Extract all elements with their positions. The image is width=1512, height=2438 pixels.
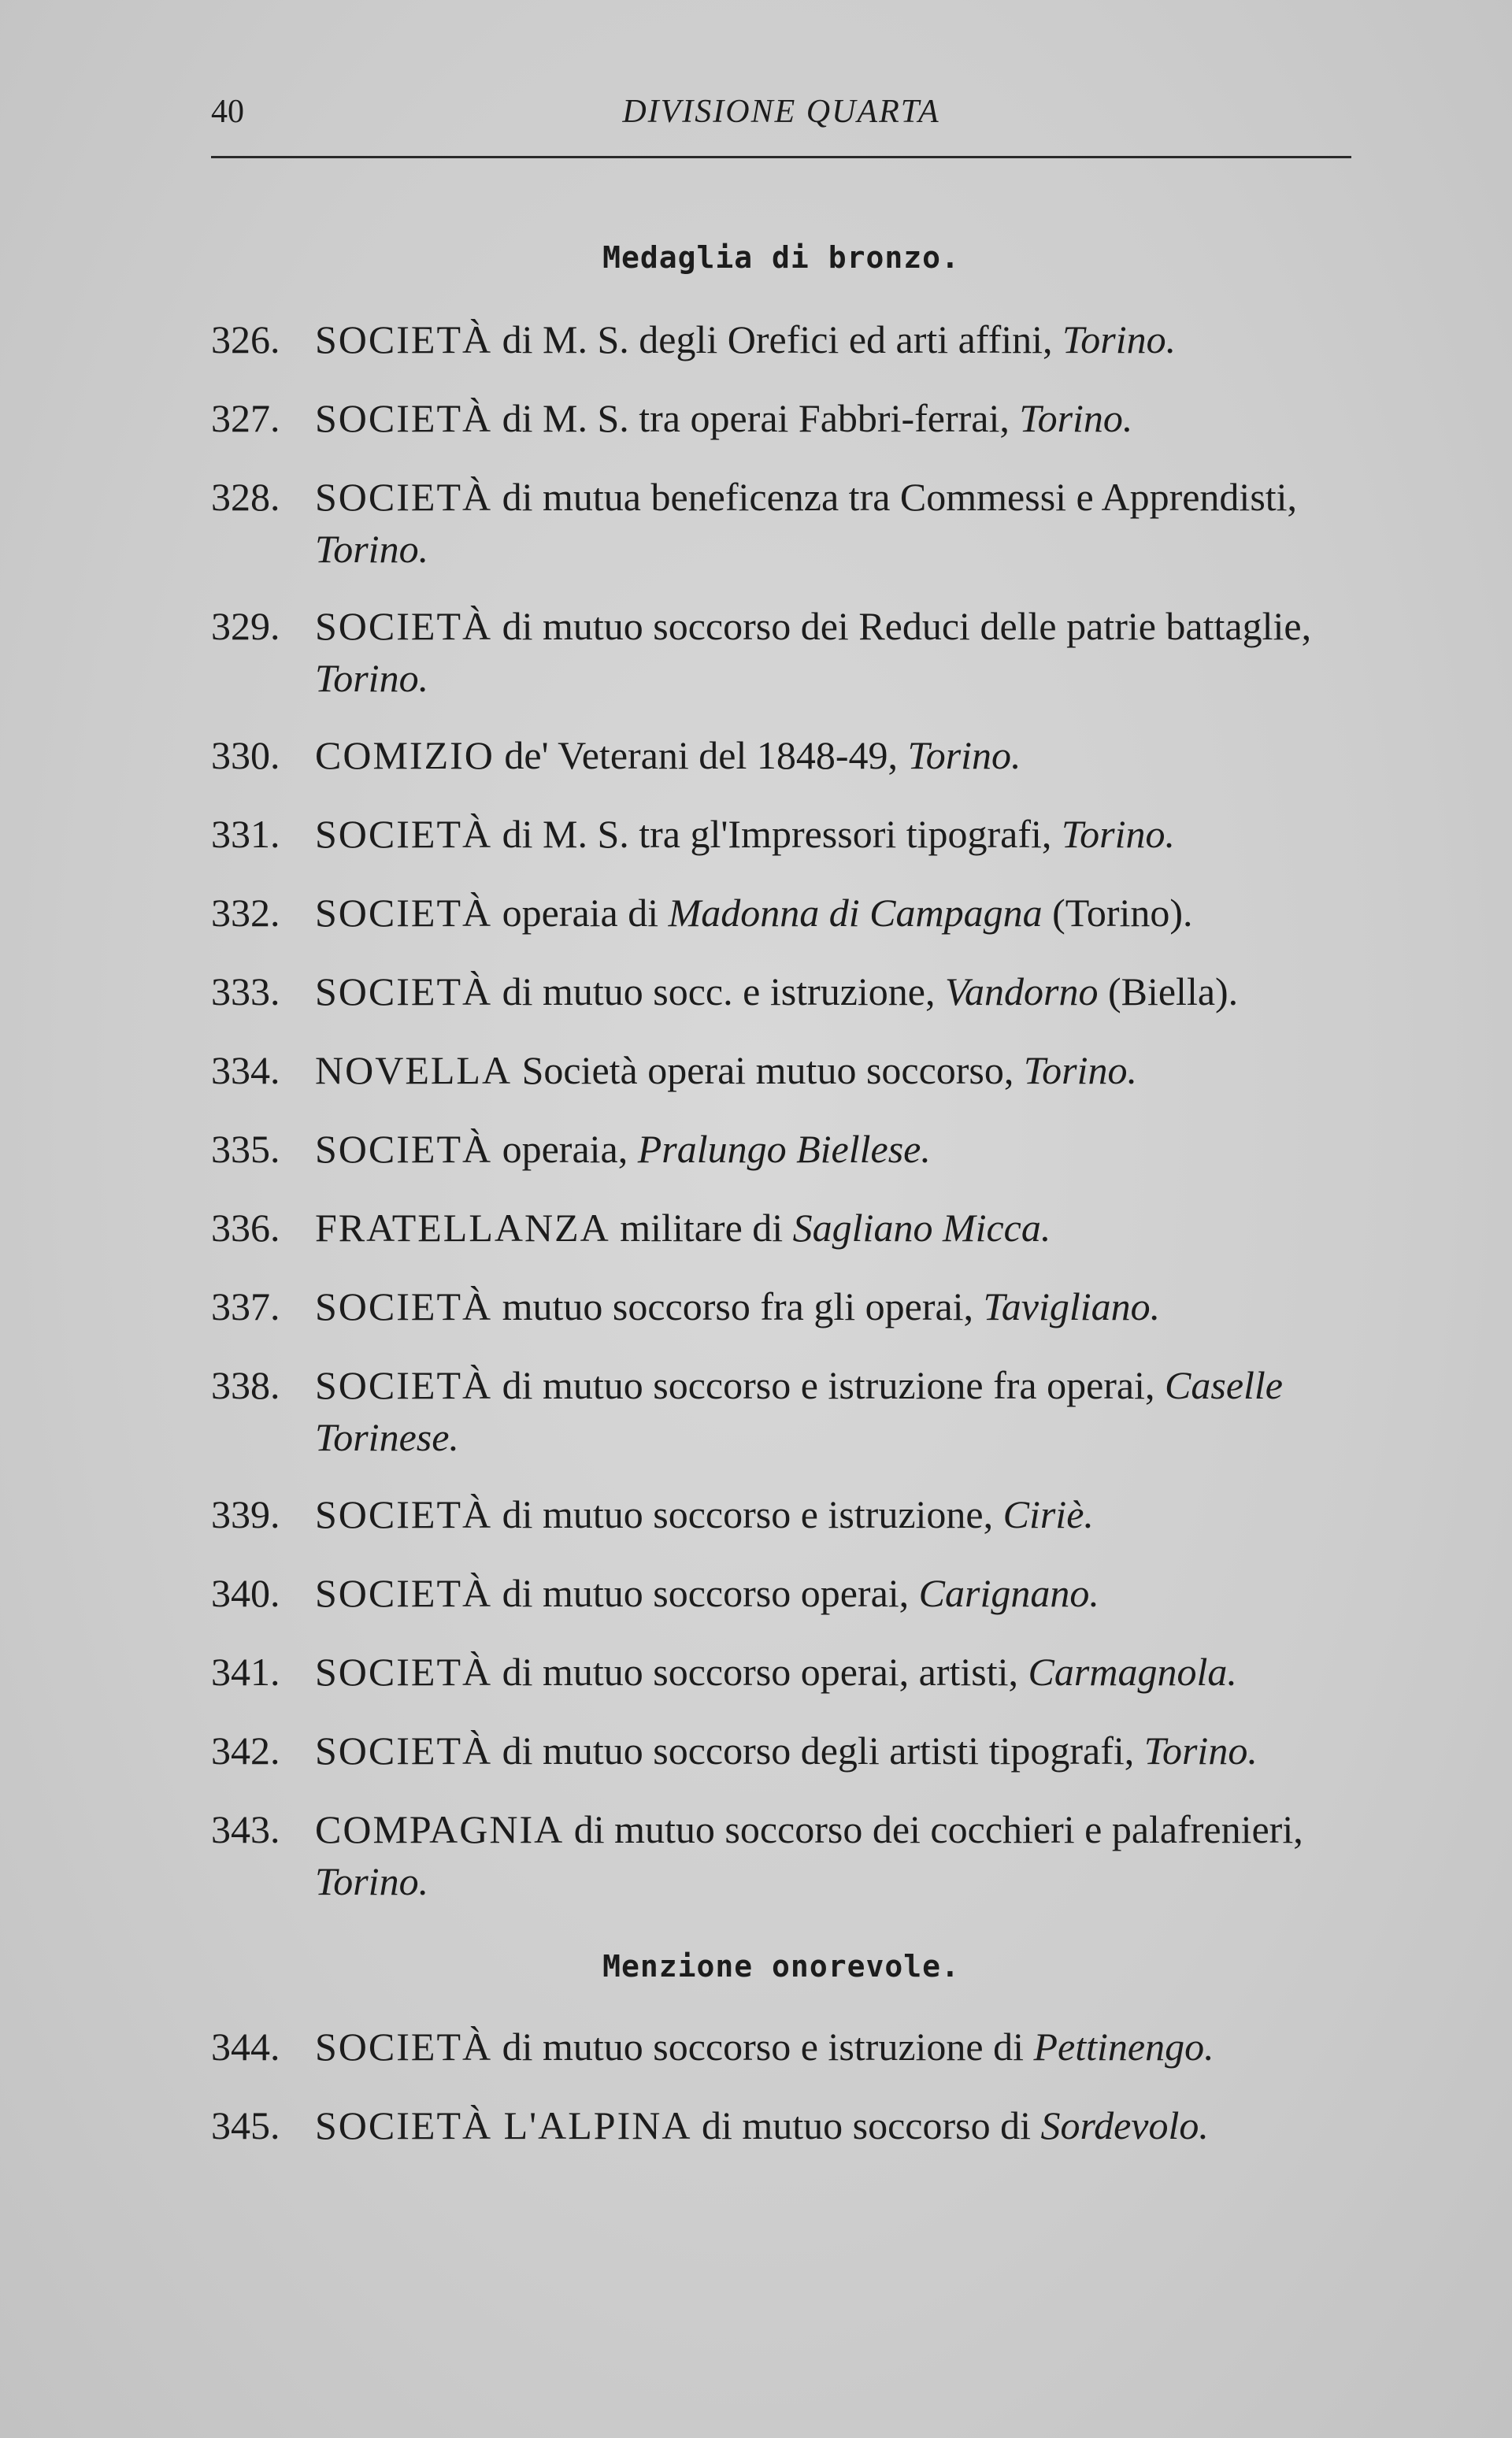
entry-organization-name: COMIZIO [315, 733, 495, 777]
entry-text [315, 392, 1362, 444]
entry-description: di mutuo soccorso dei Reduci delle patrie battaglie, [492, 604, 1312, 648]
entry-organization-name: SOCIETÀ [315, 969, 493, 1013]
entry-number: 330. [211, 733, 280, 777]
entry-organization-name: SOCIETÀ [315, 317, 493, 361]
page-header [211, 93, 1351, 140]
entry-place: Torino. [1061, 812, 1175, 856]
entry-number: 326. [211, 317, 280, 361]
entry-number: 344. [211, 2025, 280, 2069]
entry-organization-name: SOCIETÀ [315, 812, 493, 856]
entry-number: 337. [211, 1284, 280, 1328]
entry-place: Torino. [315, 1859, 429, 1903]
entry-description: mutuo soccorso fra gli operai, [492, 1284, 984, 1328]
entry-number: 333. [211, 969, 280, 1013]
entry-description: Società operai mutuo soccorso, [512, 1048, 1024, 1092]
entry-number: 341. [211, 1650, 280, 1694]
entry-text [315, 887, 1362, 939]
entry-number: 336. [211, 1206, 280, 1250]
entry-description: di mutuo soccorso degli artisti tipografi, [492, 1728, 1144, 1773]
entry-place: Caselle Torinese. [315, 1363, 1283, 1459]
entry-text [315, 808, 1362, 860]
entry-place: Pralungo Biellese. [637, 1127, 931, 1171]
entry-text [315, 1202, 1362, 1254]
entry-organization-name: SOCIETÀ [315, 604, 493, 648]
entry-description: de' Veterani del 1848-49, [494, 733, 908, 777]
entry-text [315, 471, 1362, 575]
entry-organization-name: COMPAGNIA [315, 1807, 565, 1851]
entry-suffix: (Biella). [1098, 969, 1239, 1013]
entry-text [315, 600, 1362, 704]
entry-text [315, 313, 1362, 365]
entry-place: Ciriè. [1002, 1492, 1094, 1536]
entry-text [315, 2021, 1362, 2073]
entry-description: di mutuo socc. e istruzione, [492, 969, 945, 1013]
page-number: 40 [211, 94, 244, 130]
entry-number: 327. [211, 396, 280, 440]
entry-organization-name: SOCIETÀ [315, 1127, 493, 1171]
entry-description: di mutuo soccorso operai, [492, 1571, 919, 1615]
entry-organization-name: SOCIETÀ [315, 1571, 493, 1615]
entry-place: Sagliano Micca. [792, 1206, 1051, 1250]
entry-text [315, 1803, 1362, 1907]
entry-place: Carignano. [918, 1571, 1099, 1615]
entry-organization-name: SOCIETÀ [315, 891, 493, 935]
entry-description: di M. S. tra operai Fabbri-ferrai, [492, 396, 1020, 440]
entry-organization-name: SOCIETÀ [315, 1363, 493, 1407]
entry-place: Torino. [1023, 1048, 1137, 1092]
entry-text [315, 1280, 1362, 1332]
entry-text [315, 2099, 1362, 2151]
entry-place: Torino. [1143, 1728, 1258, 1773]
entry-description: di M. S. tra gl'Impressori tipografi, [492, 812, 1062, 856]
entry-description: operaia, [492, 1127, 638, 1171]
entry-organization-name: SOCIETÀ [315, 1492, 493, 1536]
entry-place: Vandorno [945, 969, 1099, 1013]
entry-text [315, 1646, 1362, 1698]
entry-place: Torino. [1062, 317, 1177, 361]
entry-text [315, 965, 1362, 1017]
entry-number: 334. [211, 1048, 280, 1092]
entry-place: Torino. [315, 527, 429, 571]
entry-organization-name: SOCIETÀ [315, 475, 493, 519]
entry-description: militare di [610, 1206, 793, 1250]
entry-organization-name: SOCIETÀ [315, 1728, 493, 1773]
entry-place: Pettinengo. [1033, 2025, 1214, 2069]
entry-organization-name: SOCIETÀ [315, 2025, 493, 2069]
entry-description: operaia di [492, 891, 669, 935]
header-rule [211, 156, 1351, 158]
entry-organization-name: SOCIETÀ L'ALPINA [315, 2103, 692, 2147]
entry-description: di mutuo soccorso dei cocchieri e palafrenieri, [564, 1807, 1303, 1851]
entry-text [315, 1123, 1362, 1175]
entry-suffix: (Torino). [1042, 891, 1193, 935]
entry-number: 328. [211, 475, 280, 519]
entry-text [315, 1044, 1362, 1096]
entry-number: 342. [211, 1728, 280, 1773]
entry-number: 345. [211, 2103, 280, 2147]
entry-description: di mutua beneficenza tra Commessi e Apprendisti, [492, 475, 1298, 519]
entry-place: Tavigliano. [983, 1284, 1161, 1328]
entry-place: Sordevolo. [1040, 2103, 1209, 2147]
entry-organization-name: NOVELLA [315, 1048, 513, 1092]
entry-organization-name: SOCIETÀ [315, 1650, 493, 1694]
entry-description: di mutuo soccorso e istruzione di [492, 2025, 1034, 2069]
entry-number: 343. [211, 1807, 280, 1851]
entry-number: 331. [211, 812, 280, 856]
entry-number: 338. [211, 1363, 280, 1407]
entry-description: di M. S. degli Orefici ed arti affini, [492, 317, 1063, 361]
running-head: DIVISIONE QUARTA [622, 94, 940, 130]
entry-place: Torino. [1019, 396, 1133, 440]
entry-number: 332. [211, 891, 280, 935]
entry-text [315, 1567, 1362, 1619]
entry-organization-name: SOCIETÀ [315, 396, 493, 440]
entry-organization-name: SOCIETÀ [315, 1284, 493, 1328]
entry-text [315, 1488, 1362, 1540]
entry-text [315, 1359, 1362, 1463]
entry-number: 340. [211, 1571, 280, 1615]
entry-number: 335. [211, 1127, 280, 1171]
entry-description: di mutuo soccorso e istruzione, [492, 1492, 1003, 1536]
section-title-honorable-mention: Menzione onorevole. [602, 1949, 960, 1984]
entry-description: di mutuo soccorso di [691, 2103, 1041, 2147]
entry-place: Torino. [315, 656, 429, 700]
entry-number: 329. [211, 604, 280, 648]
entry-text [315, 729, 1362, 781]
entry-text [315, 1725, 1362, 1777]
entry-number: 339. [211, 1492, 280, 1536]
entry-description: di mutuo soccorso operai, artisti, [492, 1650, 1028, 1694]
entry-place: Torino. [907, 733, 1021, 777]
entry-description: di mutuo soccorso e istruzione fra operai, [492, 1363, 1166, 1407]
entry-organization-name: FRATELLANZA [315, 1206, 610, 1250]
entry-place: Carmagnola. [1028, 1650, 1237, 1694]
entry-place: Madonna di Campagna [668, 891, 1043, 935]
section-title-bronze-medal: Medaglia di bronzo. [602, 240, 960, 275]
